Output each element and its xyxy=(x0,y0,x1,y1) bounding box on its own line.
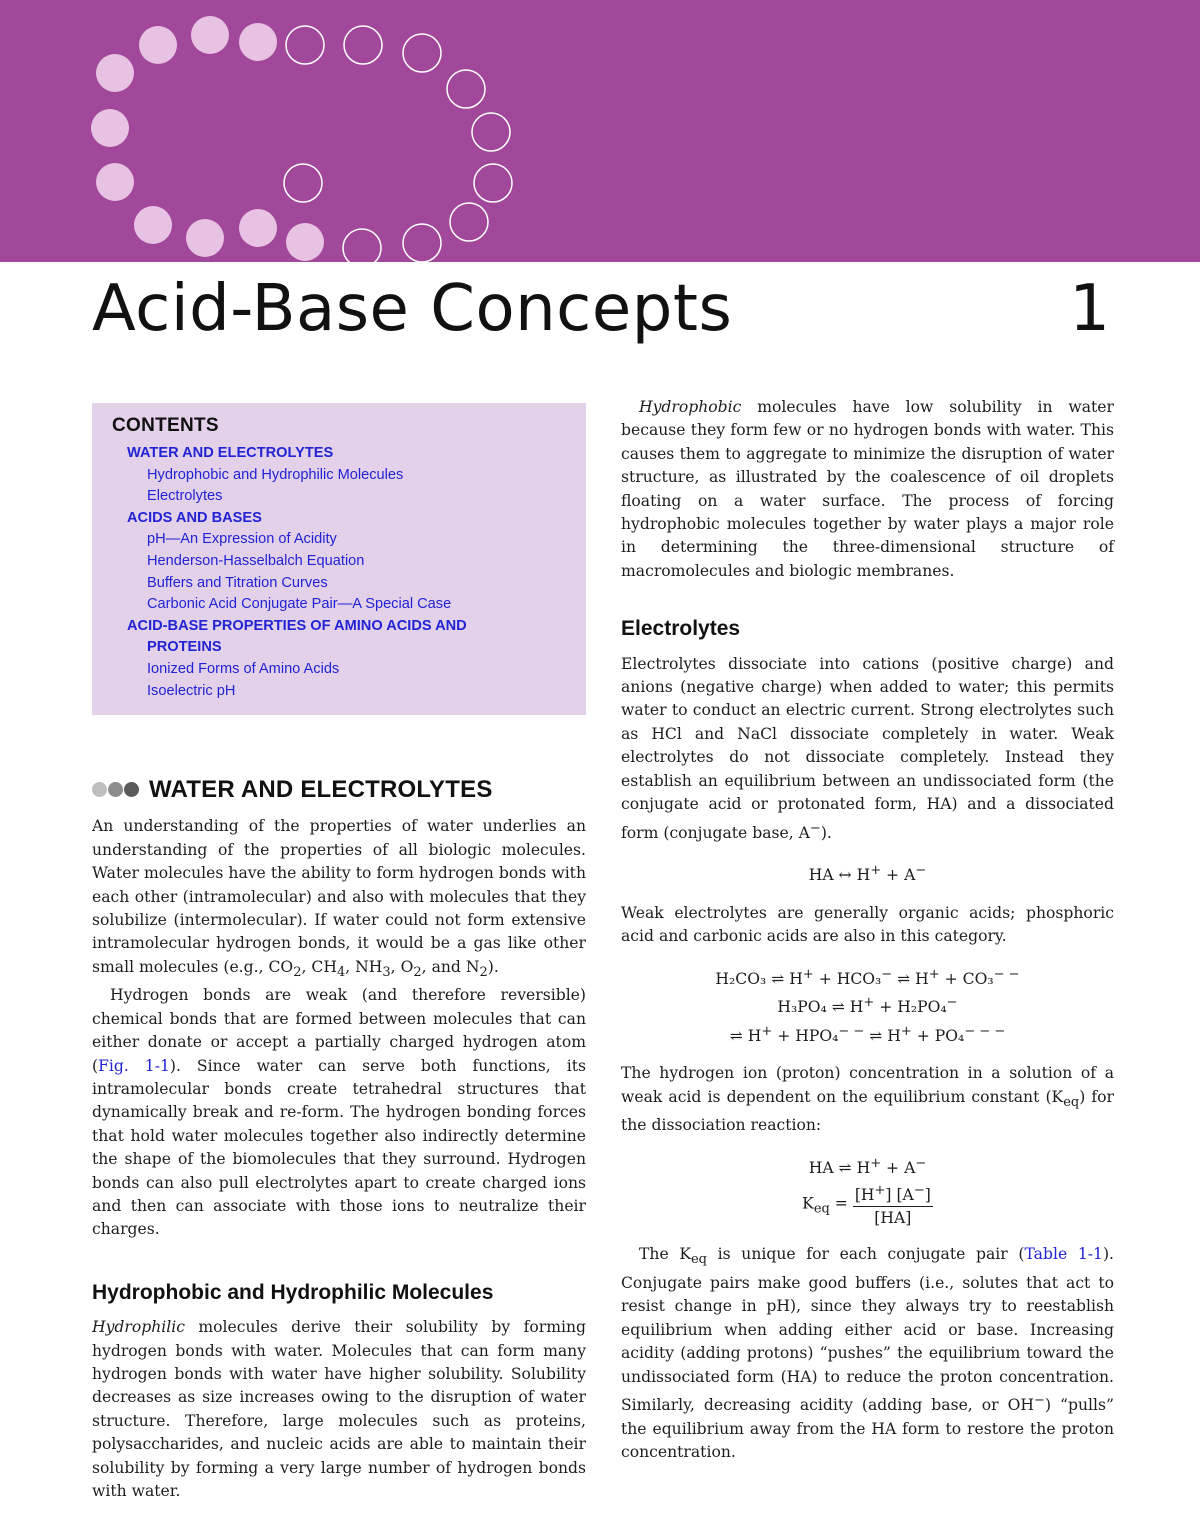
paragraph: Weak electrolytes are generally organic acids; phosphoric acid and carbonic acids are also in this category. xyxy=(621,903,1114,946)
chapter-title: Acid-Base Concepts xyxy=(92,272,733,346)
circle-filled xyxy=(239,209,277,247)
circle-outline xyxy=(472,113,510,151)
circle-outline xyxy=(403,34,441,72)
contents-title: CONTENTS xyxy=(112,415,219,436)
circle-filled xyxy=(239,23,277,61)
equation: HA ↔ H+ + A− xyxy=(808,863,927,885)
circle-outline xyxy=(450,203,488,241)
equation-block xyxy=(621,963,1114,1049)
circle-filled xyxy=(286,223,324,261)
toc-item[interactable]: Henderson-Hasselbalch Equation xyxy=(147,552,365,569)
chapter-number: 1 xyxy=(1069,272,1110,346)
toc-item[interactable]: ACID-BASE PROPERTIES OF AMINO ACIDS AND xyxy=(127,617,467,634)
equation: ⇌ H+ + HPO₄− − ⇌ H+ + PO₄− − − xyxy=(729,1023,1006,1045)
circle-outline xyxy=(286,26,324,64)
equation: HA ⇌ H+ + A− xyxy=(808,1155,927,1177)
section-bullets-icon xyxy=(92,782,139,797)
toc-list xyxy=(112,443,586,702)
bullet-dot xyxy=(92,782,107,797)
bullet-dot xyxy=(124,782,139,797)
circle-outline xyxy=(343,229,381,262)
equation-block xyxy=(621,859,1114,888)
circle-outline xyxy=(344,26,382,64)
right-column xyxy=(621,396,1114,1464)
circle-filled xyxy=(191,16,229,54)
toc-item[interactable]: WATER AND ELECTROLYTES xyxy=(127,445,334,461)
fraction: $\frac{[H^+] [A^-]}{[HA]}$ xyxy=(853,1180,933,1229)
toc-item[interactable]: Isoelectric pH xyxy=(147,682,236,699)
paragraph: Hydrophilic molecules derive their solubility by forming hydrogen bonds with water. Molecules that can form many hydrogen bonds with water have higher solubility. Solubility decreases as size increases owing to the disruption of water structure. Therefore, large molecules such as proteins, polysaccharides, and nucleic acids are able to maintain their solubility by forming a very large number of hydrogen bonds with water. xyxy=(92,1318,586,1501)
paragraph: Hydrophobic molecules have low solubility in water because they form few or no hydrogen bonds with water. This causes them to aggregate to minimize the disruption of water structure, as illustrated by the coalescence of oil droplets floating on a water surface. The process of forcing hydrophobic molecules together by water plays a major role in determining the three-dimensional structure of macromolecules and biologic membranes. xyxy=(621,398,1114,580)
circle-outline xyxy=(447,70,485,108)
paragraph: The hydrogen ion (proton) concentration in a solution of a weak acid is dependent on the equilibrium constant $(K_{eq})$ for the dissociation reaction: xyxy=(621,1064,1115,1135)
circle-outline xyxy=(284,164,322,202)
figure-link[interactable]: Fig. 1-1 xyxy=(98,1056,170,1075)
contents-box xyxy=(92,403,586,715)
equation: H₂CO₃ ⇌ H+ + HCO₃− ⇌ H+ + CO₃− − xyxy=(715,966,1020,988)
equation: H₃PO₄ ⇌ H+ + H₂PO₄− xyxy=(777,995,958,1017)
toc-item[interactable]: PROTEINS xyxy=(147,639,222,656)
paragraph: An understanding of the properties of water underlies an understanding of the properties of all biologic molecules. Water molecules have the ability to form hydrogen bonds with each other (intramolecular) and also with molecules that they solubilize (intermolecular). If water could not form extensive intramolecular hydrogen bonds, it would be a gas like other small molecules (e.g., $CO_2$, $CH_4$, $NH_3$, $O_2$, and $N_2$). xyxy=(92,817,586,980)
equation-keq: $K_{eq}$ = $\frac{[H^+] [A^-]}{[HA]}$ xyxy=(621,1180,1114,1229)
subsection-heading: Hydrophobic and Hydrophilic Molecules xyxy=(92,1280,494,1304)
bullet-dot xyxy=(108,782,123,797)
chapter-banner xyxy=(0,0,1200,262)
toc-item[interactable]: ACIDS AND BASES xyxy=(127,509,262,526)
circle-outline xyxy=(474,164,512,202)
equation-block xyxy=(621,1152,1114,1230)
circle-filled xyxy=(186,219,224,257)
toc-item[interactable]: Hydrophobic and Hydrophilic Molecules xyxy=(147,466,404,483)
table-link[interactable]: Table 1-1 xyxy=(1024,1245,1103,1264)
subsection-heading: Electrolytes xyxy=(621,617,741,641)
toc-item[interactable]: Electrolytes xyxy=(147,488,223,505)
toc-item[interactable]: Ionized Forms of Amino Acids xyxy=(147,660,340,677)
left-column xyxy=(92,770,586,1503)
circle-filled xyxy=(134,206,172,244)
toc-item[interactable]: pH—An Expression of Acidity xyxy=(147,531,337,548)
toc-item[interactable]: Buffers and Titration Curves xyxy=(147,574,328,591)
circle-ring xyxy=(91,16,512,262)
circle-filled xyxy=(139,26,177,64)
decorative-circles xyxy=(0,0,1200,262)
paragraph: Electrolytes dissociate into cations (positive charge) and anions (negative charge) when added to water; this permits water to conduct an electric current. Strong electrolytes such as HCl and NaCl dissociate completely in water. Weak electrolytes do not dissociate completely. Instead they establish an equilibrium between an undissociated form (the conjugate acid or protonated form, HA) and a dissociated form (conjugate base, A−). xyxy=(621,654,1114,842)
circle-filled xyxy=(96,54,134,92)
paragraph: The $K_{eq}$ is unique for each conjugate pair (Table 1-1). Conjugate pairs make good buffers (i.e., solutes that act to resist change in pH), since they always try to reestablish equilibrium when adding either acid or base. Increasing acidity (adding protons) “pushes” the equilibrium toward the undissociated form (HA) to reduce the proton concentration. Similarly, decreasing acidity (adding base, or OH−) “pulls” the equilibrium away from the HA form to restore the proton concentration. xyxy=(621,1245,1114,1461)
paragraph: Hydrogen bonds are weak (and therefore reversible) chemical bonds that are formed between molecules that can either donate or accept a partially charged hydrogen atom (Fig. 1-1). Since water can serve both functions, its intramolecular bonds create tetrahedral structures that dynamically break and re-form. The hydrogen bonding forces that hold water molecules together also indirectly determine the shape of the biomolecules that they surround. Hydrogen bonds can also pull electrolytes apart to create charged ions and then can associate with those ions to neutralize their charges. xyxy=(92,986,586,1239)
circle-outline xyxy=(403,224,441,262)
toc-item[interactable]: Carbonic Acid Conjugate Pair—A Special Case xyxy=(147,596,452,613)
circle-filled xyxy=(91,109,129,147)
section-heading-text: WATER AND ELECTROLYTES xyxy=(149,776,493,803)
circle-filled xyxy=(96,163,134,201)
section-heading xyxy=(92,778,586,801)
